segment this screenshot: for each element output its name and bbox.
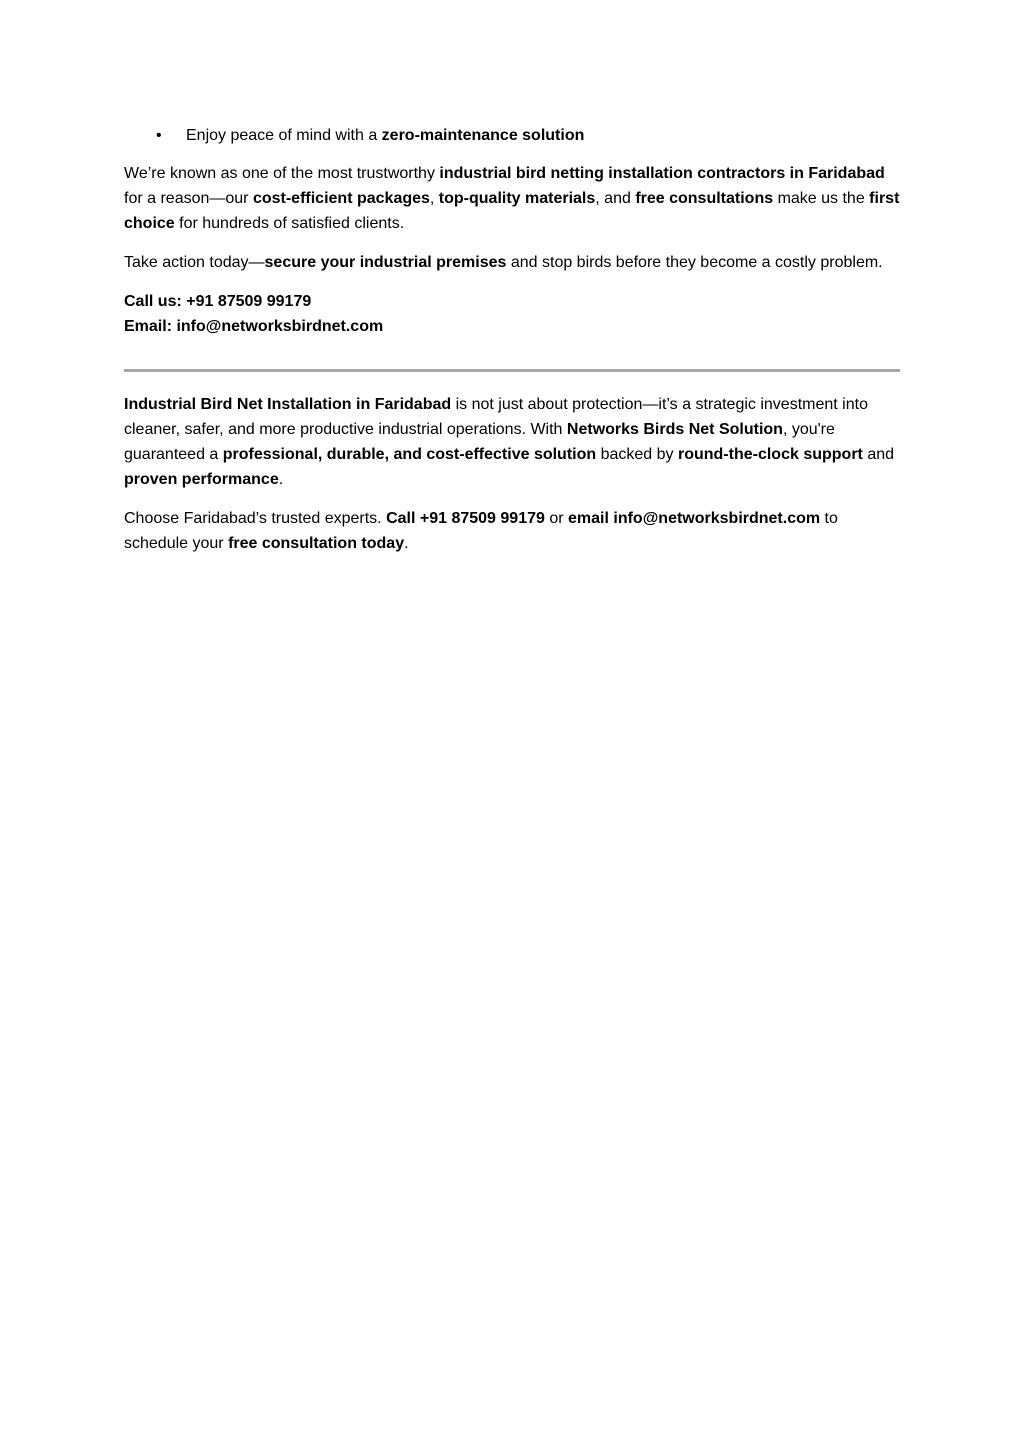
bullet-list [124,123,900,148]
paragraph-summary [124,392,900,492]
text-segment: , [429,190,439,207]
text-segment: We’re known as one of the most trustworthy [124,165,440,182]
bold-segment: secure your industrial premises [264,254,507,271]
bold-segment: email info@networksbirdnet.com [568,510,821,527]
text-segment: , you're guaranteed a [124,421,835,463]
text-segment: to schedule your [124,510,838,552]
bold-segment: round-the-clock support [677,446,863,463]
bold-segment: cost-efficient packages [252,190,430,207]
bold-segment: free consultations [635,190,774,207]
text-segment: Choose Faridabad’s trusted experts. [124,510,387,527]
contact-block [124,289,900,339]
text-segment: backed by [596,446,678,463]
bullet-text: Enjoy peace of mind with a [186,127,382,144]
bullet-dot-icon: • [156,127,162,144]
bold-segment: free consultation today [228,535,405,552]
text-segment: or [544,510,569,527]
contact-phone: Call us: +91 87509 99179 [124,293,312,310]
text-segment: Take action today— [124,254,265,271]
text-segment: for hundreds of satisfied clients. [174,215,405,232]
list-item [124,123,900,148]
paragraph-take-action [124,250,900,275]
bold-segment: industrial bird netting installation contractors in Faridabad [439,165,885,182]
section-divider [124,369,900,372]
bold-segment: Networks Birds Net Solution [566,421,783,438]
contact-email: Email: info@networksbirdnet.com [124,318,384,335]
bold-segment: top-quality materials [438,190,596,207]
bold-segment: proven performance [124,471,279,488]
bold-segment: first choice [124,190,900,232]
text-segment: and [862,446,895,463]
paragraph-cta [124,506,900,556]
bold-segment: professional, durable, and cost-effective solution [222,446,597,463]
text-segment: . [404,535,409,552]
paragraph-contractors [124,161,900,236]
text-segment: for a reason—our [124,190,253,207]
text-segment: make us the [773,190,870,207]
document-page [124,123,900,570]
bullet-bold-text: zero-maintenance solution [381,127,585,144]
text-segment: is not just about protection—it’s a strategic investment into cleaner, safer, and more productive industrial operations. With [124,396,868,438]
text-segment: and stop birds before they become a costly problem. [506,254,883,271]
bold-segment: Call +91 87509 99179 [386,510,545,527]
bold-segment: Industrial Bird Net Installation in Faridabad [124,396,452,413]
text-segment: . [278,471,284,488]
text-segment: , and [595,190,636,207]
